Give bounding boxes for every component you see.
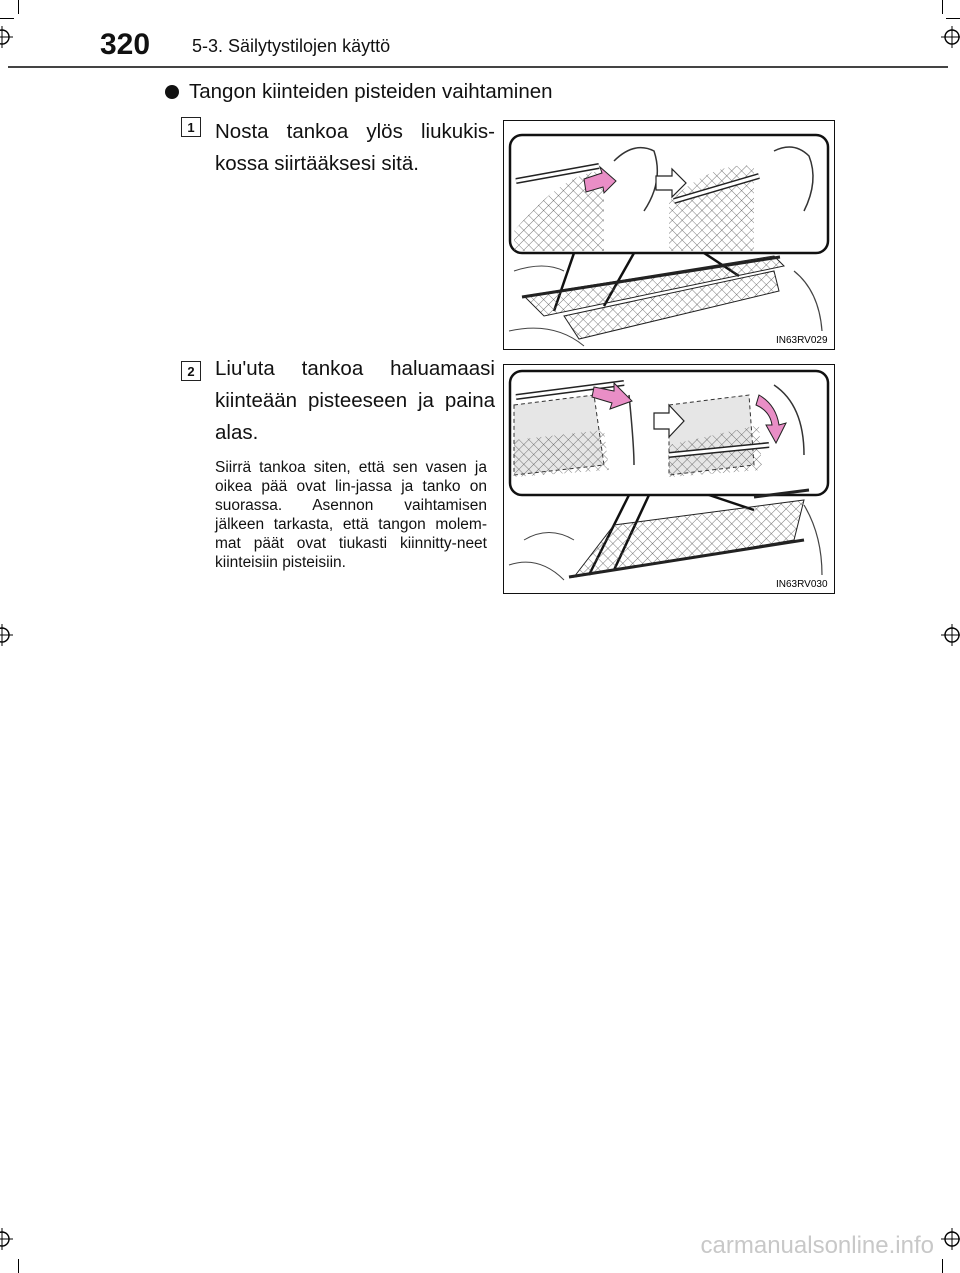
step-1-text: Nosta tankoa ylös liukukis-kossa siirtääksesi sitä. xyxy=(215,120,495,175)
heading-text: Tangon kiinteiden pisteiden vaihtaminen xyxy=(189,80,553,103)
registration-mark-top-left xyxy=(0,26,13,48)
footer-watermark: carmanualsonline.info xyxy=(700,1232,934,1259)
registration-mark-mid-right xyxy=(941,624,960,646)
crop-line xyxy=(0,18,14,19)
figure-step-1 xyxy=(503,120,835,350)
header-rule xyxy=(8,66,948,68)
step-number-2: 2 xyxy=(181,361,201,381)
registration-mark-bottom-right xyxy=(941,1228,960,1250)
registration-mark-bottom-left xyxy=(0,1228,13,1250)
crop-line xyxy=(942,0,943,14)
figure-code: IN63RV030 xyxy=(776,579,828,590)
illustration-lift-rod xyxy=(504,121,834,349)
registration-mark-mid-left xyxy=(0,624,13,646)
figure-code: IN63RV029 xyxy=(776,335,828,346)
crop-line xyxy=(946,18,960,19)
section-heading xyxy=(165,80,553,104)
section-title: 5-3. Säilytystilojen käyttö xyxy=(192,36,391,56)
crop-line xyxy=(18,1259,19,1273)
crop-line xyxy=(942,1259,943,1273)
figure-step-2 xyxy=(503,364,835,594)
page-number: 320 xyxy=(100,28,151,61)
illustration-slide-rod xyxy=(504,365,834,593)
step-number-1: 1 xyxy=(181,117,201,137)
crop-line xyxy=(18,0,19,14)
bullet-icon xyxy=(165,85,179,99)
registration-mark-top-right xyxy=(941,26,960,48)
step-2-text: Liu'uta tankoa haluamaasi kiinteään pisteeseen ja paina alas. xyxy=(215,357,495,444)
step-2-note: Siirrä tankoa siten, että sen vasen ja oikea pää ovat lin-jassa ja tanko on suorassa. Asennon vaihtamisen jälkeen tarkasta, että tangon molem-mat päät ovat tiukasti kiinnitty-neet kiinteisiin pisteisiin. xyxy=(215,459,487,571)
